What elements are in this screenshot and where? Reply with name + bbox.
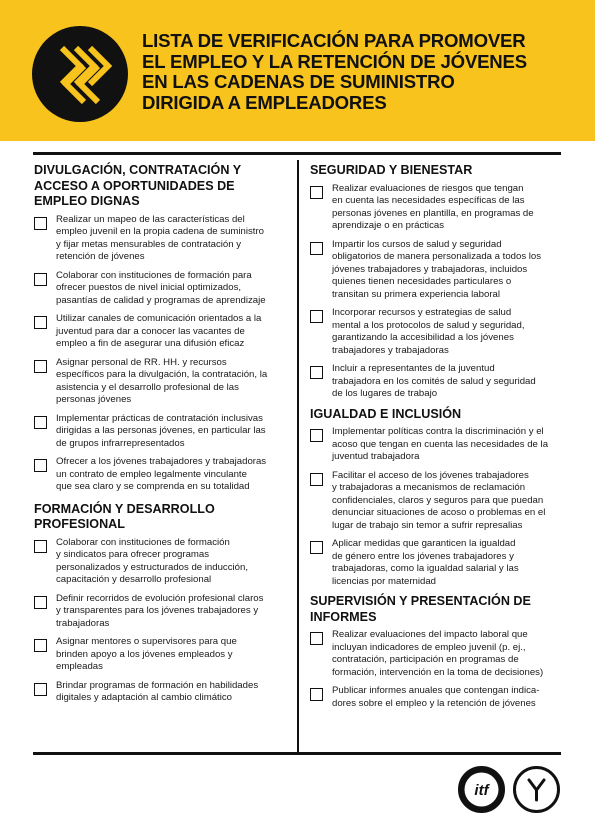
checklist-item-line: pasantías de calidad y programas de aprendizaje (56, 294, 266, 306)
checklist-item-line: empleo juvenil en la propia cadena de suministro (56, 226, 264, 237)
checklist-item-line: Implementar políticas contra la discriminación y el (332, 426, 544, 437)
checklist-item-line: transitan su primera experiencia laboral (332, 288, 500, 300)
itf-logo-icon (458, 766, 505, 813)
checklist-item-line: Colaborar con instituciones de formación (56, 536, 230, 548)
bottom-rule (33, 752, 561, 755)
checklist-item-text (332, 685, 568, 710)
title-line: LISTA DE VERIFICACIÓN PARA PROMOVER (142, 30, 526, 51)
checklist-item (310, 470, 568, 533)
section-heading (34, 502, 284, 533)
section-igualdad (310, 407, 568, 589)
section-heading (310, 407, 568, 423)
header-banner (0, 0, 595, 141)
checklist-item (34, 537, 284, 587)
checklist-item-line: empleo a fin de asegurar una difusión eficaz (56, 338, 245, 349)
page-title (142, 31, 582, 113)
checklist-item-line: trabajadores y trabajadoras (332, 344, 449, 356)
checklist-item-text (56, 357, 284, 407)
checklist-item-line: personas jóvenes (56, 394, 132, 405)
checklist-item-text (56, 313, 284, 351)
section-heading (310, 594, 568, 625)
checklist-item-text (332, 538, 568, 588)
checklist-item-line: Incluir a representantes de la juventud (332, 363, 495, 374)
checklist-item-text (332, 183, 568, 233)
section-seguridad (310, 163, 568, 401)
checklist-item-line: un contrato de empleo legalmente vinculante (56, 468, 247, 480)
checklist-item (310, 426, 568, 464)
checkbox[interactable] (34, 360, 47, 373)
checkbox[interactable] (310, 429, 323, 442)
column-divider (297, 160, 299, 753)
checklist-item-line: de género entre los jóvenes trabajadores y (332, 550, 514, 562)
section-heading-line: SUPERVISIÓN Y PRESENTACIÓN DE (310, 594, 531, 608)
section-heading (34, 163, 284, 210)
checklist-item (34, 313, 284, 351)
checklist-item (310, 538, 568, 588)
checklist-item-line: y transparentes para los jóvenes trabajadores y (56, 605, 259, 616)
checklist-item-line: Facilitar el acceso de los jóvenes trabajadores (332, 469, 529, 481)
checklist-item-line: y trabajadoras a mecanismos de reclamación (332, 482, 526, 493)
checkbox[interactable] (310, 473, 323, 486)
checklist-item-line: Asignar personal de RR. HH. y recursos (56, 356, 227, 368)
checkbox[interactable] (310, 310, 323, 323)
checklist-item-line: juventud trabajadora (332, 451, 420, 462)
checklist-item-line: juventud para dar a conocer las vacantes de (56, 325, 245, 337)
section-heading-line: SEGURIDAD Y BIENESTAR (310, 163, 473, 177)
left-column (34, 163, 284, 711)
top-rule (33, 152, 561, 155)
checklist-item-line: de grupos infrarrepresentados (56, 437, 185, 449)
checklist-item-line: Colaborar con instituciones de formación para (56, 269, 252, 281)
checklist-item-line: Realizar evaluaciones del impacto laboral que (332, 629, 528, 640)
checklist-item-line: y fijar metas mensurables de contratación y (56, 238, 242, 250)
checklist-item-text (56, 680, 284, 705)
checkbox[interactable] (34, 639, 47, 652)
checklist-item-text (56, 593, 284, 631)
checklist-item-text (332, 629, 568, 679)
checklist-item-text (332, 307, 568, 357)
checkbox[interactable] (34, 459, 47, 472)
checklist-item-line: Definir recorridos de evolución profesional claros (56, 592, 264, 604)
right-column (310, 163, 568, 716)
checklist-item-text (332, 426, 568, 464)
checklist-item-line: trabajadora en los comités de salud y seguridad (332, 375, 536, 387)
section-heading-line: EMPLEO DIGNAS (34, 194, 140, 208)
checklist-item-line: confidenciales, claros y seguros para que puedan (332, 494, 544, 506)
checklist-item (310, 307, 568, 357)
checklist-item-line: retención de jóvenes (56, 251, 145, 262)
checklist-item-line: brinden apoyo a los jóvenes empleados y (56, 648, 233, 660)
checklist-item-text (56, 537, 284, 587)
checklist-item-line: contratación, participación en programas de (332, 654, 519, 665)
checklist-item (310, 239, 568, 302)
y-logo-icon (513, 766, 560, 813)
checklist-item-text (56, 636, 284, 674)
checklist-item-line: en cuenta las necesidades específicas de las (332, 195, 525, 206)
checklist-item-text (56, 214, 284, 264)
checklist-item-line: acoso que tengan en cuenta las necesidades de la (332, 438, 549, 450)
section-formacion (34, 502, 284, 705)
checklist-item-line: Publicar informes anuales que contengan indica- (332, 685, 540, 696)
checklist-item-line: denunciar situaciones de acoso o problemas en el (332, 507, 546, 518)
checklist-item-line: específicos para la divulgación, la contratación, la (56, 369, 268, 380)
title-line: EL EMPLEO Y LA RETENCIÓN DE JÓVENES (142, 50, 527, 72)
checkbox[interactable] (310, 366, 323, 379)
checkbox[interactable] (34, 416, 47, 429)
checkbox[interactable] (34, 596, 47, 609)
checkbox[interactable] (310, 541, 323, 554)
section-heading-line: IGUALDAD E INCLUSIÓN (310, 406, 462, 421)
checklist-item-line: Realizar evaluaciones de riesgos que tengan (332, 182, 524, 194)
checklist-item-line: Implementar prácticas de contratación inclusivas (56, 412, 263, 424)
checklist-item-line: Asignar mentores o supervisores para que (56, 636, 237, 647)
checklist-item (310, 629, 568, 679)
checklist-item (34, 636, 284, 674)
checklist-item-text (56, 456, 284, 494)
section-heading-line: FORMACIÓN Y DESARROLLO (34, 501, 215, 516)
checkbox[interactable] (34, 316, 47, 329)
title-line: DIRIGIDA A EMPLEADORES (142, 91, 387, 113)
checklist-item-line: formación, intervención en la toma de decisiones) (332, 666, 544, 678)
svg-text:itf: itf (474, 782, 489, 799)
checklist-item-line: mental a los protocolos de salud y seguridad, (332, 319, 525, 331)
checkbox[interactable] (310, 242, 323, 255)
checklist-item (34, 214, 284, 264)
checklist-item-line: licencias por maternidad (332, 575, 436, 587)
checklist-item (34, 413, 284, 451)
checklist-item-line: empleadas (56, 661, 103, 672)
checklist-item-line: quienes tienen necesidades particulares o (332, 276, 512, 287)
checklist-item (34, 357, 284, 407)
checklist-item-line: garantizando la accesibilidad a los jóvenes (332, 332, 514, 343)
checklist-item-line: jóvenes trabajadores y trabajadoras, incluidos (332, 263, 528, 275)
checklist-item-line: digitales y adaptación al cambio climático (56, 692, 232, 703)
checklist-item-text (332, 239, 568, 302)
checklist-item-line: Ofrecer a los jóvenes trabajadores y trabajadoras (56, 456, 267, 467)
checklist-item-text (56, 413, 284, 451)
title-line: EN LAS CADENAS DE SUMINISTRO (142, 71, 455, 93)
checklist-item-text (332, 363, 568, 401)
checklist-item-line: lugar de trabajo sin temor a sufrir represalias (332, 519, 523, 531)
chevrons-logo-icon (32, 26, 128, 122)
checklist-item (34, 680, 284, 705)
checkbox[interactable] (310, 186, 323, 199)
section-supervision (310, 594, 568, 710)
checklist-item (34, 270, 284, 308)
checklist-item-line: asistencia y el desarrollo profesional de las (56, 381, 239, 393)
checkbox[interactable] (34, 683, 47, 696)
checklist-item-line: ofrecer puestos de nivel inicial optimizados, (56, 282, 242, 293)
checklist-item-line: aprendizaje o en prácticas (332, 220, 444, 231)
checklist-item-line: Impartir los cursos de salud y seguridad (332, 238, 502, 250)
checkbox[interactable] (34, 273, 47, 286)
checklist-item (34, 593, 284, 631)
checkbox[interactable] (34, 540, 47, 553)
section-heading-line: PROFESIONAL (34, 517, 125, 531)
checklist-item-line: que sea claro y se comprenda en su totalidad (56, 481, 250, 492)
section-heading-line: DIVULGACIÓN, CONTRATACIÓN Y (34, 163, 242, 177)
checklist-item-line: dirigidas a las personas jóvenes, en particular las (56, 425, 266, 436)
checklist-item-text (332, 470, 568, 533)
checklist-item-line: capacitación y desarrollo profesional (56, 574, 212, 585)
checklist-item (34, 456, 284, 494)
checklist-item-line: Realizar un mapeo de las características del (56, 213, 245, 225)
checklist-item-line: personalizados y estructurados de inducción, (56, 561, 248, 573)
section-heading-line: ACCESO A OPORTUNIDADES DE (34, 178, 235, 193)
checklist-item-line: trabajadoras, como la igualdad salarial y las (332, 563, 519, 574)
checkbox[interactable] (34, 217, 47, 230)
checklist-item-line: Brindar programas de formación en habilidades (56, 679, 259, 691)
checklist-item-line: Utilizar canales de comunicación orientados a la (56, 313, 262, 324)
checklist-item-line: dores sobre el empleo y la retención de jóvenes (332, 697, 536, 709)
checklist-item (310, 363, 568, 401)
checklist-item-line: Incorporar recursos y estrategias de salud (332, 307, 512, 318)
checklist-item (310, 685, 568, 710)
checklist-item-line: Aplicar medidas que garanticen la igualdad (332, 538, 516, 549)
section-heading (310, 163, 568, 179)
checklist-item (310, 183, 568, 233)
checklist-item-line: de los lugares de trabajo (332, 388, 438, 399)
checklist-item-line: y sindicatos para ofrecer programas (56, 549, 210, 560)
section-heading-line: INFORMES (310, 609, 377, 624)
checkbox[interactable] (310, 632, 323, 645)
checklist-item-line: personas jóvenes en plantilla, en programas de (332, 207, 534, 219)
section-divulgacion (34, 163, 284, 494)
checklist-item-text (56, 270, 284, 308)
checklist-item-line: incluyan indicadores de empleo juvenil (p. ej., (332, 641, 526, 653)
checklist-item-line: trabajadoras (56, 617, 110, 629)
checkbox[interactable] (310, 688, 323, 701)
checklist-item-line: obligatorios de manera personalizada a todos los (332, 251, 542, 262)
